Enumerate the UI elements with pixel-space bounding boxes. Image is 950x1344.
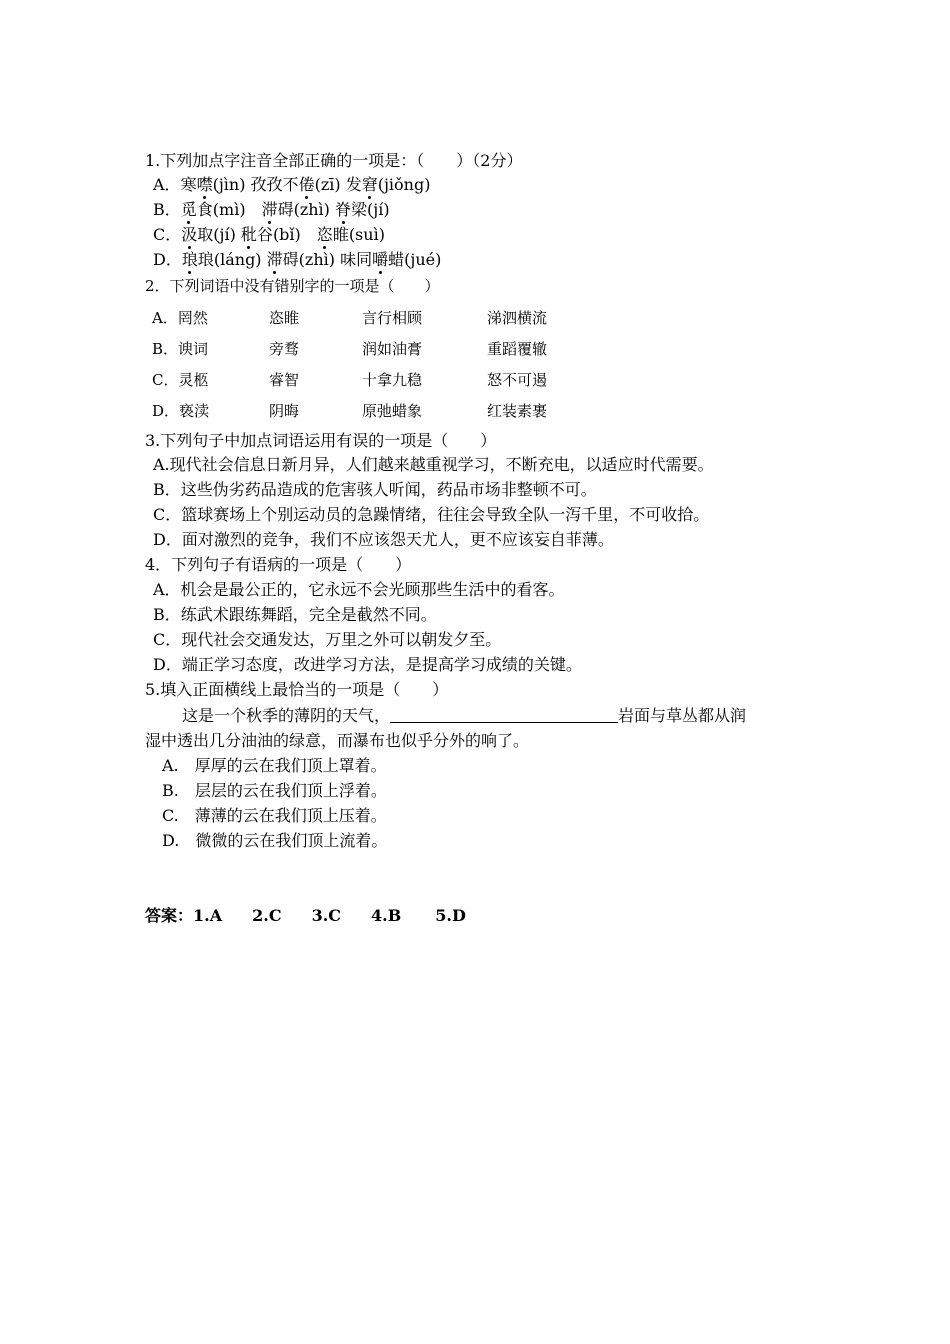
q1-option-d: D．琅琅(láng) 滞碍(zhì) 味同嚼蜡(jué) — [153, 250, 442, 269]
q5-option-d: D. 微微的云在我们顶上流着。 — [162, 831, 388, 850]
answer-item: 1.A — [193, 906, 223, 925]
q1-option-b: B．觅食(mì) 滞碍(zhì) 脊梁(jí) — [153, 200, 390, 219]
q5-title: 5.填入正面横线上最恰当的一项是（ ） — [145, 680, 449, 699]
q4-option-c: C．现代社会交通发达，万里之外可以朝发夕至。 — [153, 630, 502, 649]
q3-option-d: D．面对激烈的竞争，我们不应该怨天尤人，更不应该妄自菲薄。 — [153, 530, 614, 549]
q2-title: 2．下列词语中没有错别字的一项是（ ） — [145, 277, 440, 295]
q3-option-b: B．这些伪劣药品造成的危害骇人听闻，药品市场非整顿不可。 — [153, 480, 597, 499]
answer-key — [145, 903, 496, 926]
answer-item: 2.C — [252, 906, 282, 925]
q5-option-a: A. 厚厚的云在我们顶上罩着。 — [162, 756, 387, 775]
q3-title: 3.下列句子中加点词语运用有误的一项是（ ） — [145, 431, 497, 450]
q4-option-a: A．机会是最公正的，它永远不会光顾那些生活中的看客。 — [153, 580, 565, 599]
q4-option-b: B．练武术跟练舞蹈，完全是截然不同。 — [153, 605, 437, 624]
answer-item: 3.C — [311, 906, 342, 925]
q3-option-c: C．篮球赛场上个别运动员的急躁情绪，往往会导致全队一泻千里，不可收拾。 — [153, 505, 710, 524]
q4-title: 4．下列句子有语病的一项是（ ） — [145, 555, 412, 574]
q5-fill-blank — [390, 706, 618, 723]
document-page: 1.下列加点字注音全部正确的一项是：（ ）（2分） A．寒噤(jìn) 孜孜不倦(zī) 发窘(jiǒng) B．觅食(mì) 滞碍(zhì) 脊梁(jí) C．汲取(jí) 秕谷(bǐ) 恣睢(suì) D．琅琅(láng) 滞碍(zhì) 味同嚼蜡(jué) 2．下列词语中没有错别字的一项是（ ） A．罔然 恣睢 言行相顾 涕泗横流 B．谀词 旁骛 润如油膏 重蹈覆辙 C．灵柩 睿智 十拿九稳 怒不可遏 D．亵渎 阴晦 原弛蜡象 红装素裹 3.下列句子中加点词语运用有误的一项是（ ） A.现代社会信息日新月异，人们越来越重视学习，不断充电，以适应时代需要。 B．这些伪劣药品造成的危害骇人听闻，药品市场非整顿不可。 C．篮球赛场上个别运动员的急躁情绪，往往会导致全队一泻千里，不可收拾。 D．面对激烈的竞争，我们不应该怨天尤人，更不应该妄自菲薄。 4．下列句子有语病的一项是（ ） A．机会是最公正的，它永远不会光顾那些生活中的看客。 B．练武术跟练舞蹈，完全是截然不同。 C．现代社会交通发达，万里之外可以朝发夕至。 D．端正学习态度，改进学习方法，是提高学习成绩的关键。 5.填入正面横线上最恰当的一项是（ ） 这是一个秋季的薄阴的天气， 岩面与草丛都从润 湿中透出几分油油的绿意，而瀑布也似乎分外的响了。 A. 厚厚的云在我们顶上罩着。 B. 层层的云在我们顶上浮着。 C. 薄薄的云在我们顶上压着。 D. 微微的云在我们顶上流着。 答案：1.A 2.C 3.C 4.B 5.D — [145, 151, 747, 925]
q5-option-b: B. 层层的云在我们顶上浮着。 — [162, 781, 387, 800]
answer-label: 答案： — [145, 906, 194, 925]
answer-item: 5.D — [435, 906, 466, 925]
q1-option-a: A．寒噤(jìn) 孜孜不倦(zī) 发窘(jiǒng) — [153, 175, 431, 194]
q4-option-d: D．端正学习态度，改进学习方法，是提高学习成绩的关键。 — [153, 655, 582, 674]
q3-option-a: A.现代社会信息日新月异，人们越来越重视学习，不断充电，以适应时代需要。 — [153, 455, 714, 474]
q5-paragraph-line2: 湿中透出几分油油的绿意，而瀑布也似乎分外的响了。 — [145, 731, 530, 750]
q5-paragraph-line1: 这是一个秋季的薄阴的天气， 岩面与草丛都从润 — [182, 706, 747, 725]
answer-item: 4.B — [371, 906, 402, 925]
q1-title: 1.下列加点字注音全部正确的一项是：（ ）（2分） — [145, 151, 523, 170]
q5-option-c: C. 薄薄的云在我们顶上压着。 — [162, 806, 387, 825]
q1-option-c: C．汲取(jí) 秕谷(bǐ) 恣睢(suì) — [153, 225, 385, 244]
